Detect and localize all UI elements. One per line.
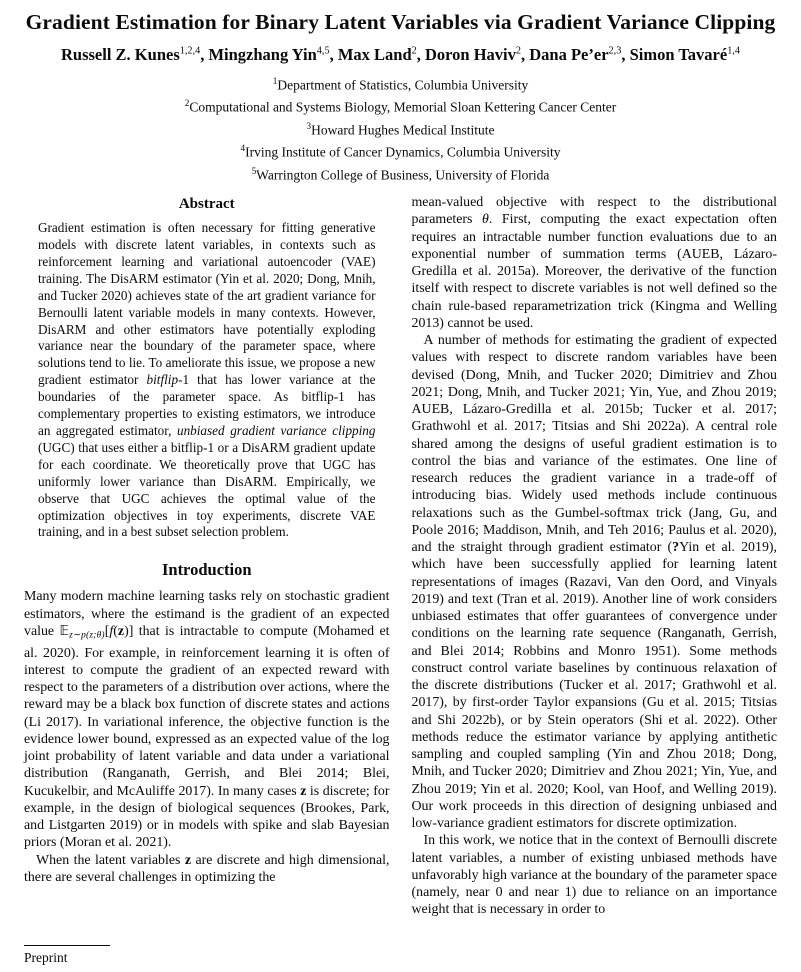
affiliation-line: $^3$Howard Hughes Medical Institute (306, 120, 495, 138)
text-segment: z (117, 623, 125, 639)
text-segment: ( (113, 623, 118, 639)
affiliation-list (24, 72, 777, 185)
text-segment: Yin et al. 2019), which have been successfully applied for learning latent representations of images (Razavi, Van den Oord, and Vinyals 2019) and text (Tran et al. 2019). Another line of work considers unbiased estimates that offer guarantees of convergence under conditions on the learning rate sequence (Ranganath, Gerrish, and Blei 2014; Robbins and Monro 1951). Some methods construct control variate baselines by continuous relaxation of the discrete distributions (Tucker et al. 2017; Grathwohl et al. 2017), by first-order Taylor expansions (Gu et al. 2015; Titsias and Shi 2022b), or by Stein operators (Shi et al. 2022). Other methods reduce the estimator variance by applying antithetic sampling and coupled sampling (Yin and Zhou 2018; Dong, Mnih, and Tucker 2020; Dimitriev and Zhou 2021; Yin, Yue, and Zhou 2019; Yin et al. 2020; Kool, van Hoof, and Welling 2019). Our work proceeds in this direction of designing unbiased and low-variance gradient estimators for discrete optimization. (411, 540, 777, 832)
text-segment: unbiased gradient variance clipping (176, 423, 376, 438)
paper-title: Gradient Estimation for Binary Latent Variables via Gradient Variance Clipping (25, 10, 776, 34)
text-segment: In this work, we notice that in the context of Bernoulli discrete latent variables, a number of existing unbiased methods have unfavorably high variance at the boundary of the parameter space (namely, near 0 and near 1) due to reliance on an importance weight that is necessary in order to (411, 833, 777, 918)
author-affiliation-sup: 2,3 (608, 45, 622, 57)
text-segment: z (184, 852, 192, 868)
text-segment: -1 that has lower variance at the boundaries of the parameter space. As bitflip-1 has complementary properties to existing estimators, we introduce an aggregated estimator, (38, 372, 376, 438)
author: Russell Z. Kunes$^{1,2,4}$, (61, 45, 209, 65)
author-affiliation-sup: 2 (515, 45, 522, 57)
author-affiliation-sup: 4,5 (316, 45, 330, 57)
text-segment: (UGC) that uses either a bitflip-1 or a DisARM gradient update for each coordinate. We theoretically prove that UGC has uniformly lower variance than DisARM. Empirically, we observe that UGC achieves the optimal value of the optimization objectives in toy experiments, discrete VAE training, and in a best subset selection problem. (38, 439, 376, 540)
introduction-paragraph-2 (24, 852, 390, 887)
author: Simon Tavaré$^{1,4}$ (629, 45, 740, 65)
text-segment: bitflip (146, 372, 179, 388)
right-column (412, 194, 778, 919)
abstract-text (24, 220, 390, 541)
footnote-rule (24, 945, 110, 946)
text-segment: ? (672, 540, 680, 556)
abstract-heading: Abstract (178, 196, 235, 213)
introduction-heading: Introduction (161, 560, 252, 580)
text-segment: [ (104, 623, 110, 639)
text-segment: Gradient estimation is often necessary for fitting generative models with discrete latent variables, in contexts such as reinforcement learning and variational autoencoder (VAE) training. The DisARM estimator (Yin et al. 2020; Dong, Mnih, and Tucker 2020) achieves state of the art gradient variance for Bernoulli latent variable models in many contexts. However, DisARM and other estimators have potentially exploding variance near the boundary of the parameter space, where solutions tend to lie. To ameliorate this issue, we propose a new gradient estimator (38, 220, 376, 388)
text-segment: is discrete; for example, in the design of biological sequences (Brookes, Park, and Listgarten 2019) or in models with spike and slab Bayesian priors (Moran et al. 2021). (24, 783, 390, 851)
text-segment: When the latent variables (36, 852, 185, 868)
preprint-note: Preprint (24, 950, 68, 965)
text-segment: A number of methods for estimating the gradient of expected values with respect to discrete random variables have been devised (Dong, Mnih, and Tucker 2020; Dimitriev and Zhou 2021; Dong, Mnih, and Tucker 2021; Yin, Yue, and Zhou 2019; AUEB, Lázaro-Gredilla et al. 2015b; Tucker et al. 2017; Grathwohl et al. 2017; Titsias and Shi 2022a). A central role shared among the designs of useful gradient estimation is to control the bias and variance of the estimates. One line of research reduces the gradient variance in a trade-off of introducing bias. Widely used methods include continuous relaxations such as the Gumbel-softmax trick (Jang, Gu, and Poole 2016; Maddison, Mnih, and Teh 2016; Paulus et al. 2020), and the straight through gradient estimator ( (411, 333, 777, 556)
author: Dana Pe’er$^{2,3}$, (529, 45, 630, 65)
text-segment: z (300, 783, 307, 799)
text-segment: . First, computing the exact expectation often requires an intractable number function evaluations due to an exponential number of summation terms (AUEB, Lázaro-Gredilla et al. 2015a). Moreover, the derivative of the function itself with respect to discrete variables is not well defined so the chain rule-based reparametrization trick (Kingma and Welling 2013) cannot be used. (411, 212, 777, 331)
text-segment: Many modern machine learning tasks rely on stochastic gradient estimators, where the estimand is the gradient of an expected value (24, 589, 390, 639)
affiliation-line: $^5$Warrington College of Business, University of Florida (251, 165, 550, 183)
right-paragraph-2 (412, 332, 778, 832)
text-segment: 𝔼 (59, 623, 70, 639)
author-affiliation-sup: 1,2,4 (179, 45, 201, 57)
footnote (24, 945, 110, 966)
affiliation-line: $^4$Irving Institute of Cancer Dynamics, Columbia University (240, 143, 561, 160)
affiliation-line: $^2$Computational and Systems Biology, Memorial Sloan Kettering Cancer Center (184, 98, 617, 115)
author-list (51, 44, 751, 66)
text-segment: are discrete and high dimensional, there are several challenges in optimizing the (24, 852, 390, 885)
author-affiliation-sup: 2 (411, 45, 417, 57)
text-segment: θ (482, 212, 489, 228)
affiliation-line: $^1$Department of Statistics, Columbia University (272, 75, 529, 93)
text-segment: )] that is intractable to compute (Mohamed et al. 2020). For example, in reinforcement learning it is often of interest to compute the gradient of an expected reward with respect to the parameters of a distribution over actions, where the reward may be a black box function of discrete states and actions (Li 2017). In variational inference, the objective function is the evidence lower bound, expressed as an expected value of the log joint probability of latent variable and data under a variational distribution (Ranganath, Gerrish, and Blei 2014; Blei, Kucukelbir, and McAuliffe 2017). In many cases (24, 623, 390, 799)
author: Max Land$^2$, (337, 45, 425, 65)
two-column-body (24, 194, 777, 919)
author: Mingzhang Yin$^{4,5}$, (208, 45, 338, 65)
author: Doron Haviv$^2$, (424, 45, 530, 65)
text-segment: f (109, 623, 114, 639)
right-paragraph-1 (412, 194, 778, 332)
author-affiliation-sup: 1,4 (727, 45, 740, 57)
text-segment: mean-valued objective with respect to the distributional parameters (411, 195, 777, 228)
left-column (24, 194, 390, 886)
right-paragraph-3 (412, 832, 778, 918)
text-segment: z∼p(z;θ) (69, 630, 105, 641)
introduction-paragraph-1 (24, 588, 390, 851)
